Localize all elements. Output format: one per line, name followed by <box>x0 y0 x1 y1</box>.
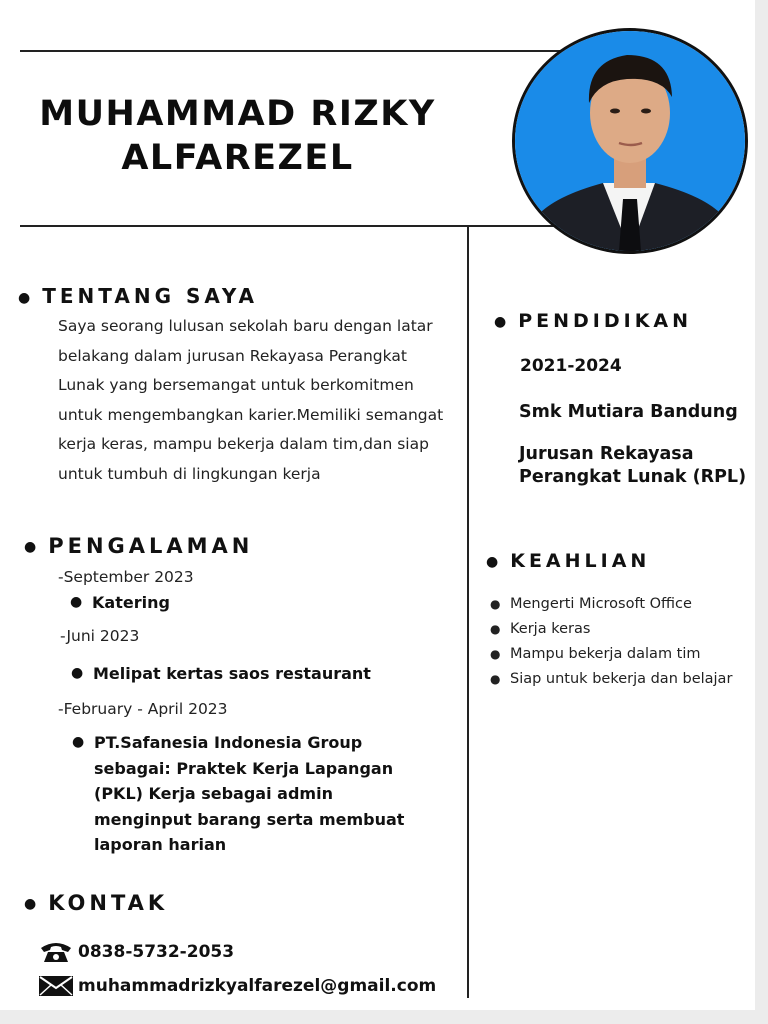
experience-date-3: -February - April 2023 <box>58 700 228 718</box>
bullet-icon: ● <box>490 597 501 611</box>
profile-photo-image <box>515 31 745 251</box>
phone-number: 0838-5732-2053 <box>78 942 235 962</box>
full-name <box>25 92 450 180</box>
education-major <box>519 443 746 489</box>
column-divider <box>467 226 469 998</box>
header-bottom-rule <box>20 225 560 227</box>
skills-list <box>490 592 732 692</box>
bullet-icon: ● <box>70 594 83 610</box>
list-item: ● Siap untuk bekerja dan belajar <box>490 667 732 692</box>
header-top-rule <box>20 50 560 52</box>
about-heading: ● TENTANG SAYA <box>18 284 258 308</box>
education-years: 2021-2024 <box>520 356 622 376</box>
experience-item-3: ● PT.Safanesia Indonesia Group sebagai: Praktek Kerja Lapangan (PKL) Kerja sebagai admin menginput barang serta membuat laporan harian <box>94 730 419 858</box>
bullet-icon: ● <box>490 622 501 636</box>
bullet-icon: ● <box>494 313 507 330</box>
phone-icon <box>38 940 74 964</box>
contact-email <box>38 974 436 998</box>
bullet-icon: ● <box>18 289 31 306</box>
experience-date-1: -September 2023 <box>58 568 194 586</box>
bullet-icon: ● <box>490 647 501 661</box>
bullet-icon: ● <box>490 672 501 686</box>
education-major-line-2: Perangkat Lunak (RPL) <box>519 467 747 487</box>
bullet-icon: ● <box>24 896 37 912</box>
bullet-icon: ● <box>486 553 499 570</box>
name-line-2: ALFAREZEL <box>121 138 354 178</box>
experience-heading: ● PENGALAMAN <box>24 534 254 558</box>
bullet-icon: ● <box>72 734 85 750</box>
bullet-icon: ● <box>71 665 84 681</box>
skills-heading: ● KEAHLIAN <box>486 550 651 572</box>
list-item: ● Mampu bekerja dalam tim <box>490 642 732 667</box>
about-text: Saya seorang lulusan sekolah baru dengan latar belakang dalam jurusan Rekayasa Perangkat Lunak yang bersemangat untuk berkomitmen untuk mengembangkan karier.Memiliki semangat kerja keras, mampu bekerja dalam tim,dan siap untuk tumbuh di lingkungan kerja <box>58 317 444 483</box>
experience-date-2: -Juni 2023 <box>60 627 140 645</box>
bullet-icon: ● <box>24 539 37 555</box>
mail-icon <box>38 974 74 998</box>
email-address: muhammadrizkyalfarezel@gmail.com <box>78 976 437 996</box>
education-major-line-1: Jurusan Rekayasa <box>519 444 694 464</box>
name-line-1: MUHAMMAD RIZKY <box>39 94 436 134</box>
contact-phone <box>38 940 234 964</box>
experience-item-2: ● Melipat kertas saos restaurant <box>93 661 443 687</box>
list-item: ● Kerja keras <box>490 617 732 642</box>
profile-photo <box>512 28 748 254</box>
contact-heading: ● KONTAK <box>24 891 169 915</box>
education-school: Smk Mutiara Bandung <box>519 402 738 422</box>
list-item: ● Mengerti Microsoft Office <box>490 592 732 617</box>
education-heading: ● PENDIDIKAN <box>494 310 693 332</box>
experience-item-1: ● Katering <box>92 590 442 616</box>
